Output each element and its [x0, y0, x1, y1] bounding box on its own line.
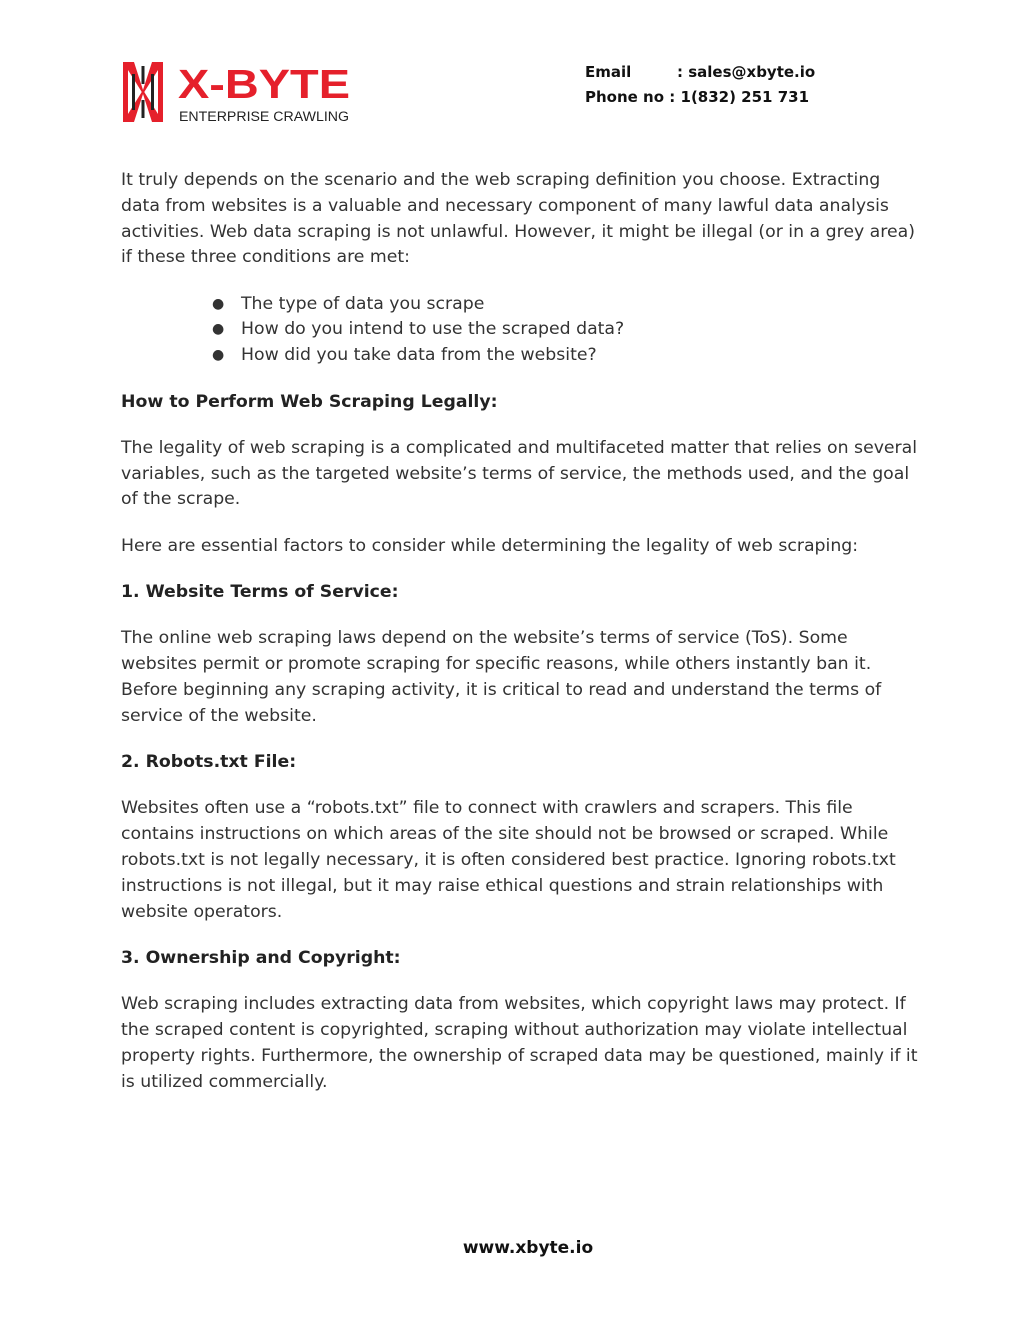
intro-paragraph: It truly depends on the scenario and the web scraping definition you choose. Extracting data from websites is a valuable and necessary component of many lawful data analysis activities. Web data scraping is not unlawful. However, it might be illegal (or in a grey area) if these three conditions are met: [121, 170, 915, 268]
email-value[interactable]: : sales@xbyte.io [677, 63, 816, 81]
xbyte-logo-graphic [121, 60, 361, 124]
list-item-text: How did you take data from the website? [241, 345, 597, 366]
logo-wordmark: X-BYTE [178, 61, 350, 107]
robots-paragraph: Websites often use a “robots.txt” file to connect with crawlers and scrapers. This file contains instructions on which areas of the site should not be browsed or scraped. While robots.txt is not legally necessary, it is often considered best practice. Ignoring robots.txt instructions is not illegal, but it may raise ethical questions and strain relationships with website operators. [121, 798, 896, 922]
xbyte-logo [121, 60, 361, 124]
heading-robots-txt: 2. Robots.txt File: [121, 752, 297, 773]
phone-row [585, 85, 815, 110]
heading-legal-scraping: How to Perform Web Scraping Legally: [121, 391, 498, 412]
copyright-paragraph: Web scraping includes extracting data from websites, which copyright laws may protect. If the scraped content is copyrighted, scraping without authorization may violate intellectual property rights. Furthermore, the ownership of scraped data may be questioned, mainly if it is utilized commercially. [121, 994, 918, 1092]
bullet-icon: ● [212, 347, 225, 364]
bullet-icon: ● [212, 321, 225, 338]
heading-terms-of-service: 1. Website Terms of Service: [121, 582, 399, 603]
logo-tagline: ENTERPRISE CRAWLING [179, 109, 349, 124]
phone-value[interactable]: : 1(832) 251 731 [669, 88, 810, 106]
footer-url[interactable]: www.xbyte.io [462, 1238, 594, 1258]
contact-block [585, 60, 815, 110]
document-body [121, 168, 921, 1116]
email-row [585, 60, 815, 85]
email-label: Email [585, 63, 632, 81]
list-item-text: How do you intend to use the scraped data? [241, 319, 625, 340]
legality-paragraph: The legality of web scraping is a complicated and multifaceted matter that relies on several variables, such as the targeted website’s terms of service, the methods used, and the goal of the scrape. [121, 437, 918, 510]
bullet-icon: ● [212, 295, 225, 312]
list-item [212, 292, 921, 318]
list-item-text: The type of data you scrape [241, 293, 485, 314]
tos-paragraph: The online web scraping laws depend on the website’s terms of service (ToS). Some websites permit or promote scraping for specific reasons, while others instantly ban it. Before beginning any scraping activity, it is critical to read and understand the terms of service of the website. [121, 628, 882, 726]
heading-ownership-copyright: 3. Ownership and Copyright: [121, 947, 401, 968]
phone-label: Phone no [585, 88, 665, 106]
conditions-list [121, 292, 921, 369]
list-item [212, 317, 921, 343]
list-item [212, 343, 921, 369]
factors-paragraph: Here are essential factors to consider while determining the legality of web scraping: [121, 535, 859, 556]
